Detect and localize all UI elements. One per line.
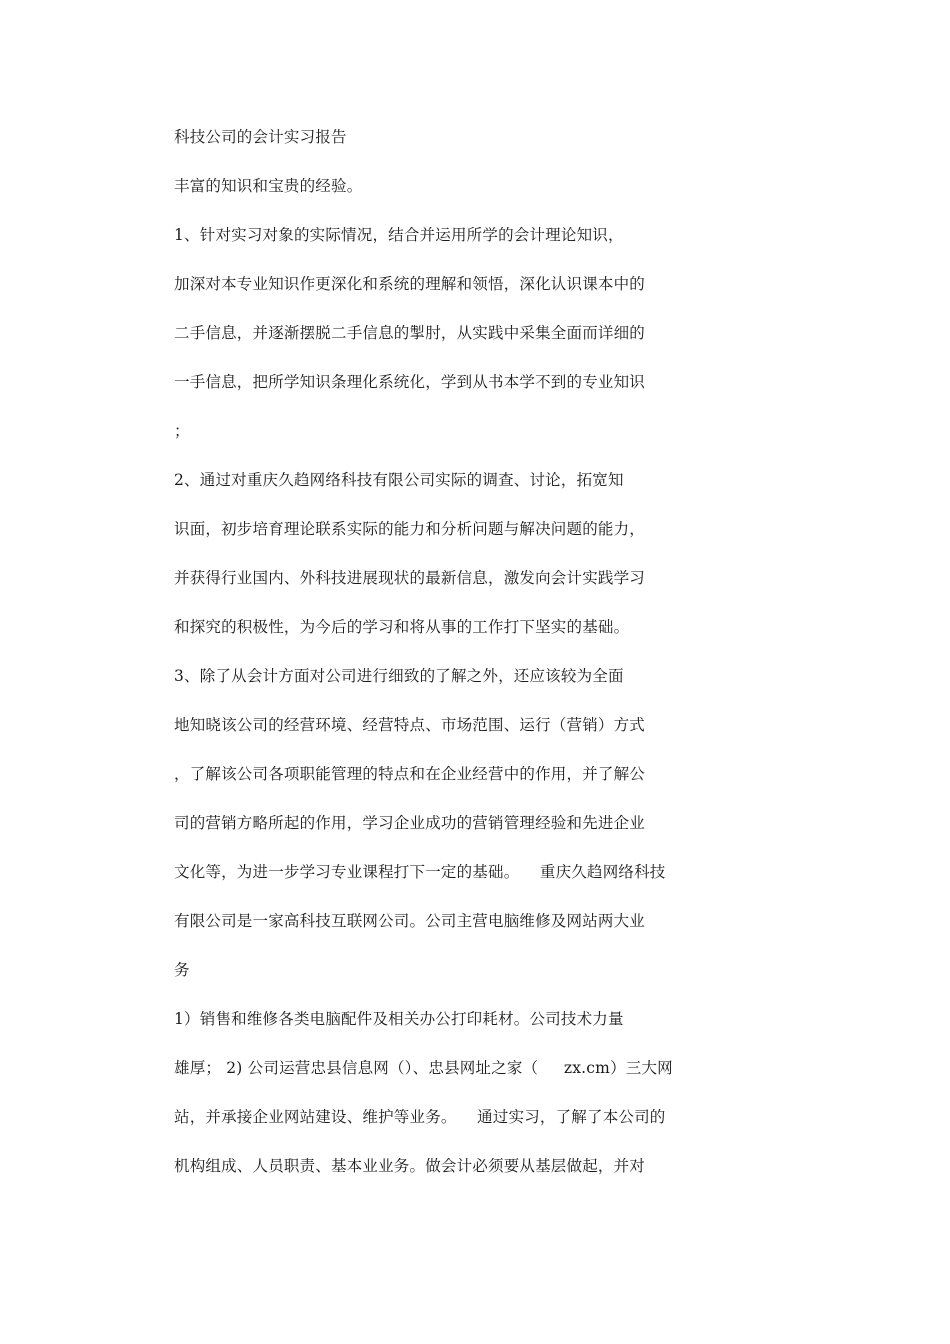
paragraph-line: 站，并承接企业网站建设、维护等业务。 通过实习，了解了本公司的 xyxy=(174,1108,666,1126)
paragraph-line: 1、针对实习对象的实际情况，结合并运用所学的会计理论知识， xyxy=(174,226,624,244)
paragraph-line: 雄厚； 2) 公司运营忠县信息网（）、忠县网址之家（ zx.cm）三大网 xyxy=(174,1059,673,1077)
paragraph-line: 司的营销方略所起的作用，学习企业成功的营销管理经验和先进企业 xyxy=(174,814,646,832)
body-text xyxy=(174,124,734,1202)
paragraph-line: ，了解该公司各项职能管理的特点和在企业经营中的作用，并了解公 xyxy=(174,765,646,783)
paragraph-line: 机构组成、人员职责、基本业业务。做会计必须要从基层做起，并对 xyxy=(174,1157,646,1175)
paragraph-line: 有限公司是一家高科技互联网公司。公司主营电脑维修及网站两大业 xyxy=(174,912,646,930)
paragraph-line: 1）销售和维修各类电脑配件及相关办公打印耗材。公司技术力量 xyxy=(174,1010,624,1028)
paragraph-line: 丰富的知识和宝贵的经验。 xyxy=(174,177,363,195)
document-title: 科技公司的会计实习报告 xyxy=(174,128,347,146)
paragraph-line: 和探究的积极性，为今后的学习和将从事的工作打下坚实的基础。 xyxy=(174,618,630,636)
paragraph-line: 2、通过对重庆久趋网络科技有限公司实际的调查、讨论，拓宽知 xyxy=(174,471,624,489)
paragraph-line: 识面，初步培育理论联系实际的能力和分析问题与解决问题的能力， xyxy=(174,520,646,538)
paragraph-line: 并获得行业国内、外科技进展现状的最新信息，激发向会计实践学习 xyxy=(174,569,646,587)
paragraph-line: 文化等，为进一步学习专业课程打下一定的基础。 重庆久趋网络科技 xyxy=(174,863,666,881)
paragraph-line: 一手信息，把所学知识条理化系统化，学到从书本学不到的专业知识 xyxy=(174,373,646,391)
paragraph-line: 加深对本专业知识作更深化和系统的理解和领悟，深化认识课本中的 xyxy=(174,275,646,293)
paragraph-line: 地知晓该公司的经营环境、经营特点、市场范围、运行（营销）方式 xyxy=(174,716,646,734)
paragraph-line: 二手信息，并逐渐摆脱二手信息的掣肘，从实践中采集全面而详细的 xyxy=(174,324,646,342)
paragraph-line: ； xyxy=(174,422,190,440)
paragraph-line: 务 xyxy=(174,961,190,979)
paragraph-line: 3、除了从会计方面对公司进行细致的了解之外，还应该较为全面 xyxy=(174,667,624,685)
